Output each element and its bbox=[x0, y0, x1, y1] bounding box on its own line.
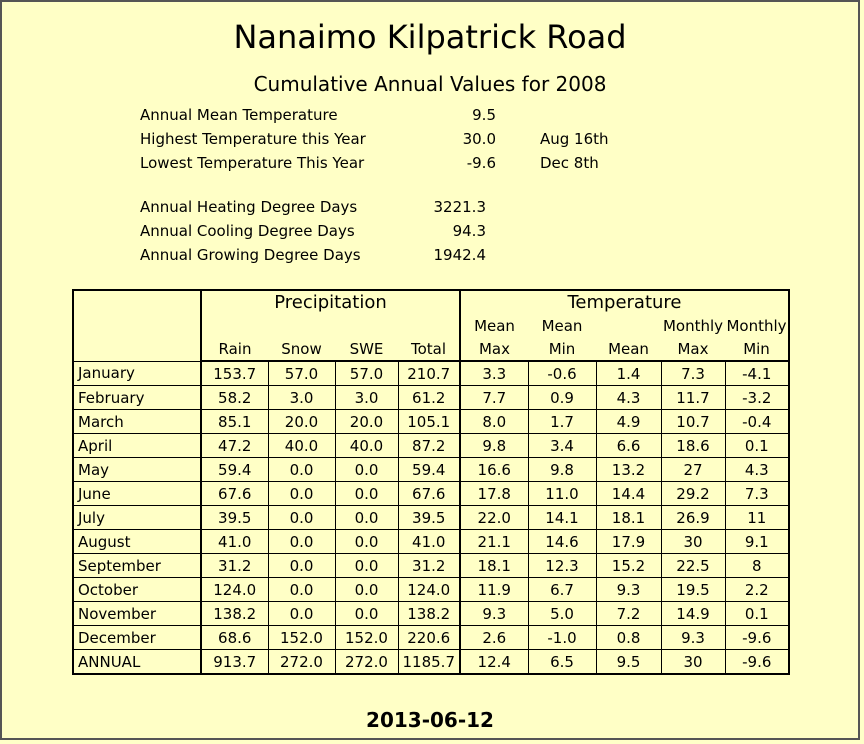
table-cell: 20.0 bbox=[268, 410, 335, 434]
table-cell: 31.2 bbox=[201, 554, 268, 578]
table-cell: 3.3 bbox=[460, 361, 528, 386]
table-cell: 17.8 bbox=[460, 482, 528, 506]
table-cell: 5.0 bbox=[528, 602, 596, 626]
month-label: March bbox=[73, 410, 201, 434]
table-cell: 14.4 bbox=[596, 482, 661, 506]
table-cell: 6.7 bbox=[528, 578, 596, 602]
table-cell: 29.2 bbox=[661, 482, 725, 506]
table-row bbox=[73, 458, 789, 482]
table-cell: 7.2 bbox=[596, 602, 661, 626]
stat-value: 1942.4 bbox=[433, 246, 486, 264]
column-header: Min bbox=[528, 337, 596, 361]
table-cell: 0.0 bbox=[335, 530, 398, 554]
table-cell: 6.5 bbox=[528, 650, 596, 675]
table-cell: 14.9 bbox=[661, 602, 725, 626]
table-cell: 2.6 bbox=[460, 626, 528, 650]
table-cell: 27 bbox=[661, 458, 725, 482]
table-cell: 68.6 bbox=[201, 626, 268, 650]
column-header: Mean bbox=[596, 337, 661, 361]
table-cell: 0.0 bbox=[335, 482, 398, 506]
table-cell: 9.5 bbox=[596, 650, 661, 675]
table-cell: 210.7 bbox=[398, 361, 460, 386]
table-cell: 6.6 bbox=[596, 434, 661, 458]
table-cell: 57.0 bbox=[335, 361, 398, 386]
table-row bbox=[73, 506, 789, 530]
column-header-top bbox=[268, 314, 335, 337]
table-cell: 40.0 bbox=[268, 434, 335, 458]
table-cell: 11.7 bbox=[661, 386, 725, 410]
stat-value: -9.6 bbox=[466, 154, 496, 172]
table-cell: 124.0 bbox=[398, 578, 460, 602]
table-row bbox=[73, 530, 789, 554]
table-cell: 7.3 bbox=[661, 361, 725, 386]
month-label: July bbox=[73, 506, 201, 530]
table-cell: 8.0 bbox=[460, 410, 528, 434]
stat-value: 94.3 bbox=[452, 222, 486, 240]
table-cell: 4.3 bbox=[725, 458, 789, 482]
table-cell: 152.0 bbox=[335, 626, 398, 650]
table-cell: 30 bbox=[661, 530, 725, 554]
stat-value: 30.0 bbox=[462, 130, 496, 148]
table-cell: 0.0 bbox=[335, 602, 398, 626]
table-cell: 11 bbox=[725, 506, 789, 530]
month-label: May bbox=[73, 458, 201, 482]
table-cell: 0.0 bbox=[268, 554, 335, 578]
stat-value: 3221.3 bbox=[433, 198, 486, 216]
table-cell: 13.2 bbox=[596, 458, 661, 482]
table-cell: 272.0 bbox=[335, 650, 398, 675]
table-cell: 0.0 bbox=[268, 530, 335, 554]
table-row bbox=[73, 554, 789, 578]
monthly-table bbox=[72, 289, 790, 675]
table-row bbox=[73, 410, 789, 434]
table-cell: 40.0 bbox=[335, 434, 398, 458]
table-cell: 85.1 bbox=[201, 410, 268, 434]
table-cell: 9.8 bbox=[528, 458, 596, 482]
table-row bbox=[73, 434, 789, 458]
table-cell: 31.2 bbox=[398, 554, 460, 578]
table-cell: -4.1 bbox=[725, 361, 789, 386]
table-cell: 41.0 bbox=[398, 530, 460, 554]
month-label: September bbox=[73, 554, 201, 578]
column-header-top bbox=[596, 314, 661, 337]
table-cell: -0.4 bbox=[725, 410, 789, 434]
table-cell: 10.7 bbox=[661, 410, 725, 434]
table-cell: 7.3 bbox=[725, 482, 789, 506]
table-cell: 67.6 bbox=[201, 482, 268, 506]
table-corner bbox=[73, 290, 201, 361]
table-cell: 22.0 bbox=[460, 506, 528, 530]
table-cell: 0.0 bbox=[335, 578, 398, 602]
stat-date: Aug 16th bbox=[540, 130, 609, 148]
column-header-top bbox=[201, 314, 268, 337]
table-cell: 61.2 bbox=[398, 386, 460, 410]
table-cell: 12.3 bbox=[528, 554, 596, 578]
table-cell: 153.7 bbox=[201, 361, 268, 386]
table-cell: 14.6 bbox=[528, 530, 596, 554]
table-row bbox=[73, 386, 789, 410]
table-cell: 0.0 bbox=[335, 458, 398, 482]
column-header: Snow bbox=[268, 337, 335, 361]
precipitation-header: Precipitation bbox=[201, 290, 460, 314]
table-row bbox=[73, 602, 789, 626]
stat-label: Lowest Temperature This Year bbox=[140, 154, 365, 172]
table-cell: 8 bbox=[725, 554, 789, 578]
stat-label: Annual Mean Temperature bbox=[140, 106, 338, 124]
stat-label: Annual Cooling Degree Days bbox=[140, 222, 355, 240]
table-cell: 87.2 bbox=[398, 434, 460, 458]
month-label: June bbox=[73, 482, 201, 506]
table-row bbox=[73, 578, 789, 602]
stat-value: 9.5 bbox=[472, 106, 496, 124]
table-cell: 0.0 bbox=[268, 506, 335, 530]
table-cell: 0.0 bbox=[335, 506, 398, 530]
table-cell: 11.9 bbox=[460, 578, 528, 602]
table-cell: 2.2 bbox=[725, 578, 789, 602]
table-cell: 19.5 bbox=[661, 578, 725, 602]
column-header: Max bbox=[460, 337, 528, 361]
table-row bbox=[73, 650, 789, 675]
month-label: January bbox=[73, 361, 201, 386]
column-header-top bbox=[335, 314, 398, 337]
table-cell: 138.2 bbox=[398, 602, 460, 626]
table-cell: 1.4 bbox=[596, 361, 661, 386]
table-cell: 0.9 bbox=[528, 386, 596, 410]
page-subtitle: Cumulative Annual Values for 2008 bbox=[253, 72, 607, 96]
table-cell: 14.1 bbox=[528, 506, 596, 530]
table-cell: -9.6 bbox=[725, 626, 789, 650]
table-cell: 17.9 bbox=[596, 530, 661, 554]
month-label: August bbox=[73, 530, 201, 554]
table-cell: 105.1 bbox=[398, 410, 460, 434]
table-cell: 0.0 bbox=[268, 578, 335, 602]
table-cell: -3.2 bbox=[725, 386, 789, 410]
table-cell: 0.0 bbox=[335, 554, 398, 578]
table-cell: 15.2 bbox=[596, 554, 661, 578]
column-header: Total bbox=[398, 337, 460, 361]
table-cell: 152.0 bbox=[268, 626, 335, 650]
table-cell: 1.7 bbox=[528, 410, 596, 434]
month-label: February bbox=[73, 386, 201, 410]
column-header: Min bbox=[725, 337, 789, 361]
table-cell: -1.0 bbox=[528, 626, 596, 650]
table-cell: 913.7 bbox=[201, 650, 268, 675]
table-cell: 47.2 bbox=[201, 434, 268, 458]
table-cell: 138.2 bbox=[201, 602, 268, 626]
table-cell: 272.0 bbox=[268, 650, 335, 675]
table-cell: 57.0 bbox=[268, 361, 335, 386]
column-header-top bbox=[398, 314, 460, 337]
table-cell: 26.9 bbox=[661, 506, 725, 530]
table-cell: 0.0 bbox=[268, 458, 335, 482]
stat-label: Annual Growing Degree Days bbox=[140, 246, 361, 264]
table-cell: 21.1 bbox=[460, 530, 528, 554]
month-label: ANNUAL bbox=[73, 650, 201, 675]
table-cell: 9.3 bbox=[596, 578, 661, 602]
stat-label: Annual Heating Degree Days bbox=[140, 198, 358, 216]
table-cell: 11.0 bbox=[528, 482, 596, 506]
footer-date: 2013-06-12 bbox=[366, 708, 494, 732]
table-cell: 3.0 bbox=[268, 386, 335, 410]
table-cell: 0.8 bbox=[596, 626, 661, 650]
table-cell: -9.6 bbox=[725, 650, 789, 675]
table-cell: 39.5 bbox=[201, 506, 268, 530]
table-cell: 20.0 bbox=[335, 410, 398, 434]
column-header-top: Monthly bbox=[725, 314, 789, 337]
table-cell: 0.1 bbox=[725, 434, 789, 458]
column-header-top: Mean bbox=[541, 316, 583, 335]
table-row bbox=[73, 626, 789, 650]
table-cell: 3.0 bbox=[335, 386, 398, 410]
page-title: Nanaimo Kilpatrick Road bbox=[233, 18, 627, 56]
table-cell: 12.4 bbox=[460, 650, 528, 675]
table-cell: 0.0 bbox=[268, 602, 335, 626]
table-cell: 22.5 bbox=[661, 554, 725, 578]
table-cell: 18.1 bbox=[460, 554, 528, 578]
table-cell: 9.3 bbox=[661, 626, 725, 650]
table-cell: 7.7 bbox=[460, 386, 528, 410]
table-cell: 4.3 bbox=[596, 386, 661, 410]
column-header: Rain bbox=[201, 337, 268, 361]
table-cell: 39.5 bbox=[398, 506, 460, 530]
table-row bbox=[73, 482, 789, 506]
month-label: October bbox=[73, 578, 201, 602]
table-cell: 4.9 bbox=[596, 410, 661, 434]
stat-label: Highest Temperature this Year bbox=[140, 130, 366, 148]
month-label: April bbox=[73, 434, 201, 458]
table-cell: 30 bbox=[661, 650, 725, 675]
table-cell: 59.4 bbox=[201, 458, 268, 482]
table-cell: 41.0 bbox=[201, 530, 268, 554]
table-cell: 58.2 bbox=[201, 386, 268, 410]
table-cell: 1185.7 bbox=[398, 650, 460, 675]
table-cell: 18.1 bbox=[596, 506, 661, 530]
table-cell: 9.1 bbox=[725, 530, 789, 554]
table-cell: 0.0 bbox=[268, 482, 335, 506]
table-row bbox=[73, 361, 789, 386]
table-cell: 18.6 bbox=[661, 434, 725, 458]
column-header: Max bbox=[661, 337, 725, 361]
table-cell: 220.6 bbox=[398, 626, 460, 650]
table-cell: 16.6 bbox=[460, 458, 528, 482]
table-cell: 59.4 bbox=[398, 458, 460, 482]
table-group-header bbox=[73, 290, 789, 314]
table-cell: 67.6 bbox=[398, 482, 460, 506]
month-label: November bbox=[73, 602, 201, 626]
column-header: SWE bbox=[335, 337, 398, 361]
table-cell: 0.1 bbox=[725, 602, 789, 626]
table-cell: 9.8 bbox=[460, 434, 528, 458]
table-cell: -0.6 bbox=[528, 361, 596, 386]
month-label: December bbox=[73, 626, 201, 650]
column-header-top: Monthly bbox=[662, 316, 724, 335]
stat-date: Dec 8th bbox=[540, 154, 599, 172]
table-cell: 3.4 bbox=[528, 434, 596, 458]
table-cell: 9.3 bbox=[460, 602, 528, 626]
column-header-top: Mean bbox=[460, 314, 528, 337]
table-cell: 124.0 bbox=[201, 578, 268, 602]
temperature-header: Temperature bbox=[460, 290, 789, 314]
table-body bbox=[73, 361, 789, 674]
